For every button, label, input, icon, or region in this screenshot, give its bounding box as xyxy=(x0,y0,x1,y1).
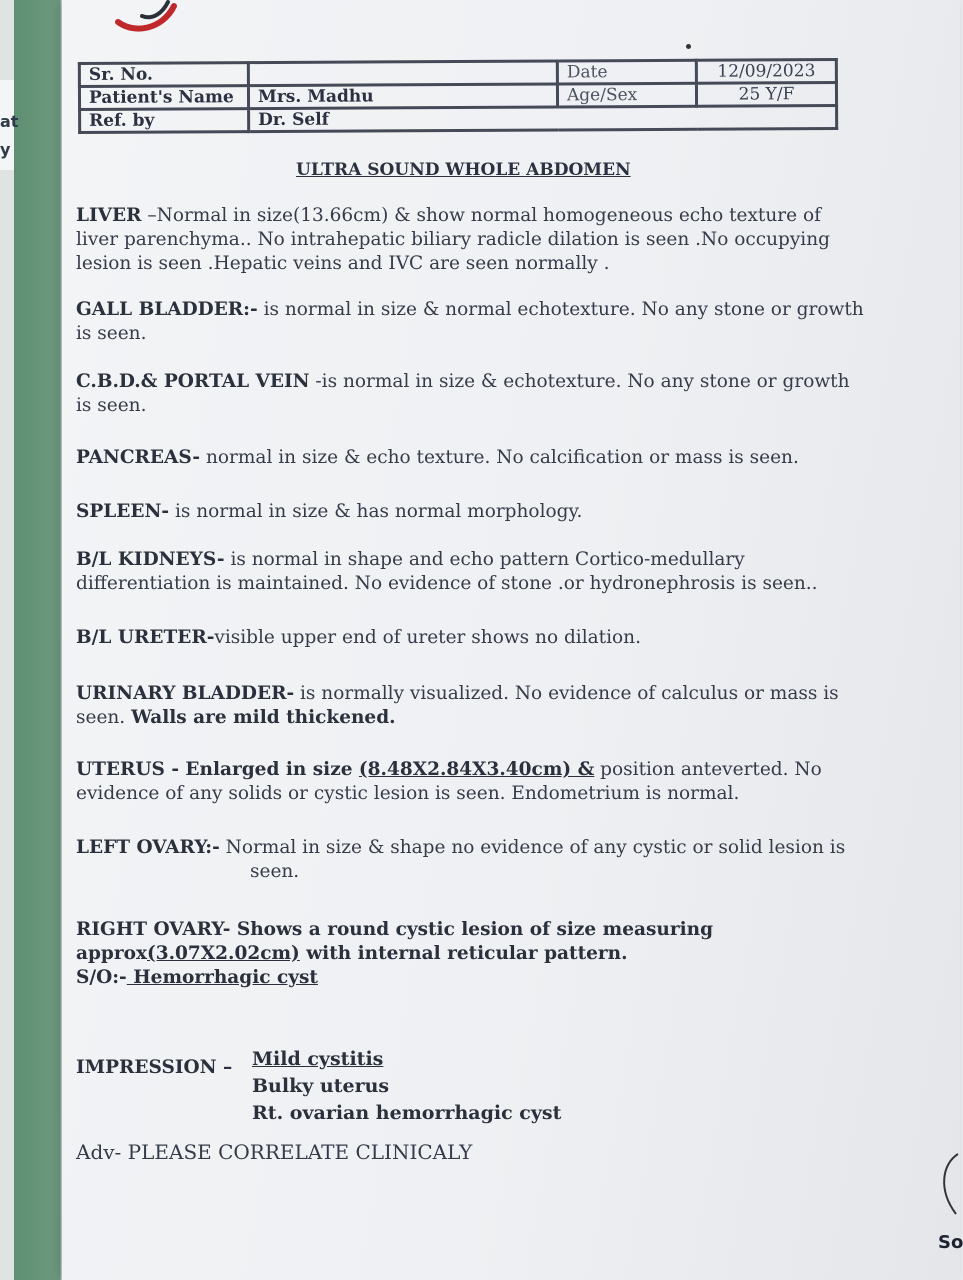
adjacent-page-text: at xyxy=(0,112,19,131)
ref-by-label: Ref. by xyxy=(80,109,249,133)
age-sex-label: Age/Sex xyxy=(557,83,696,107)
finding-label: B/L KIDNEYS- xyxy=(76,549,225,570)
finding-label: LIVER xyxy=(76,205,142,226)
sr-no-value xyxy=(248,61,557,86)
finding-text: –Normal in size(13.66cm) & show normal homogeneous echo texture of liver parenchyma.. No intrahepatic biliary radicle dilation is seen .No occupying lesion is seen .Hepatic veins and IVC are seen normally . xyxy=(76,205,830,274)
impression-item: Bulky uterus xyxy=(252,1075,390,1097)
corner-arc-mark xyxy=(920,1150,960,1220)
date-label: Date xyxy=(557,60,696,84)
sr-no-label: Sr. No. xyxy=(79,63,248,87)
finding-label: LEFT OVARY:- xyxy=(76,837,220,858)
finding-text: normal in size & echo texture. No calcification or mass is seen. xyxy=(200,447,799,468)
impression-heading: IMPRESSION – xyxy=(76,1057,233,1078)
finding-cbd-portal-vein xyxy=(76,370,866,418)
corner-text: So xyxy=(938,1232,963,1253)
finding-label: GALL BLADDER:- xyxy=(76,299,258,320)
finding-text-continued: seen. xyxy=(250,861,300,882)
clinic-logo xyxy=(112,0,192,36)
patient-info-table xyxy=(78,58,838,134)
ink-dot xyxy=(686,44,691,49)
finding-urinary-bladder xyxy=(76,682,866,730)
finding-ureter xyxy=(76,626,866,650)
finding-size: (3.07X2.02cm) xyxy=(146,943,300,964)
finding-bold-text: with internal reticular pattern. xyxy=(299,943,628,964)
finding-spleen xyxy=(76,500,866,524)
finding-bold-text: - Enlarged in size xyxy=(164,759,359,780)
so-label: S/O:- xyxy=(76,967,127,988)
impression-item: Rt. ovarian hemorrhagic cyst xyxy=(252,1102,562,1124)
finding-text: Normal in size & shape no evidence of any cystic or solid lesion is xyxy=(219,837,846,858)
advice-text: PLEASE CORRELATE CLINICALY xyxy=(121,1140,473,1164)
finding-left-ovary xyxy=(76,836,866,884)
finding-text: -is normal in size & echotexture. No any stone or growth is seen. xyxy=(76,371,850,416)
finding-uterus xyxy=(76,758,866,806)
finding-bold-text: Shows a round cystic lesion of size measuring approx xyxy=(76,919,714,964)
finding-text: is normally visualized. No evidence of calculus or mass is seen. xyxy=(76,683,839,728)
report-title: ULTRA SOUND WHOLE ABDOMEN xyxy=(296,160,631,180)
finding-text: position anteverted. No evidence of any solids or cystic lesion is seen. Endometrium is normal. xyxy=(76,759,822,804)
impression-list xyxy=(252,1046,561,1127)
age-sex-value: 25 Y/F xyxy=(696,83,836,107)
table-row xyxy=(80,106,837,133)
finding-pancreas xyxy=(76,446,866,470)
finding-label: PANCREAS- xyxy=(76,447,201,468)
finding-label: UTERUS xyxy=(76,759,165,780)
finding-text: is normal in size & has normal morphology. xyxy=(169,501,583,522)
so-value: Hemorrhagic cyst xyxy=(126,967,318,988)
finding-text: is normal in shape and echo pattern Cortico-medullary differentiation is maintained. No evidence of stone .or hydronephrosis is seen.. xyxy=(76,549,818,594)
finding-label: URINARY BLADDER- xyxy=(76,683,295,704)
finding-label: SPLEEN- xyxy=(76,501,170,522)
finding-size: (8.48X2.84X3.40cm) & xyxy=(358,759,595,780)
patient-name-value: Mrs. Madhu xyxy=(248,84,557,109)
adjacent-page-text: y xyxy=(0,140,11,159)
finding-bold-text: Walls are mild thickened. xyxy=(131,707,396,728)
finding-label: B/L URETER- xyxy=(76,627,215,648)
ref-by-value: Dr. Self xyxy=(249,106,837,132)
advice xyxy=(76,1140,866,1164)
advice-label: Adv- xyxy=(76,1140,122,1164)
adjacent-page-edge xyxy=(0,0,62,1280)
finding-label: C.B.D.& PORTAL VEIN xyxy=(76,371,310,392)
patient-name-label: Patient's Name xyxy=(79,86,248,110)
finding-kidneys xyxy=(76,548,866,596)
finding-text: is normal in size & normal echotexture. No any stone or growth is seen. xyxy=(76,299,864,344)
date-value: 12/09/2023 xyxy=(696,60,836,84)
finding-label: RIGHT OVARY- xyxy=(76,919,231,940)
finding-gall-bladder xyxy=(76,298,866,346)
finding-text: visible upper end of ureter shows no dilation. xyxy=(214,627,641,648)
finding-right-ovary xyxy=(76,918,756,990)
impression-label xyxy=(76,1056,276,1080)
finding-liver xyxy=(76,204,866,276)
impression-item: Mild cystitis xyxy=(252,1048,384,1070)
